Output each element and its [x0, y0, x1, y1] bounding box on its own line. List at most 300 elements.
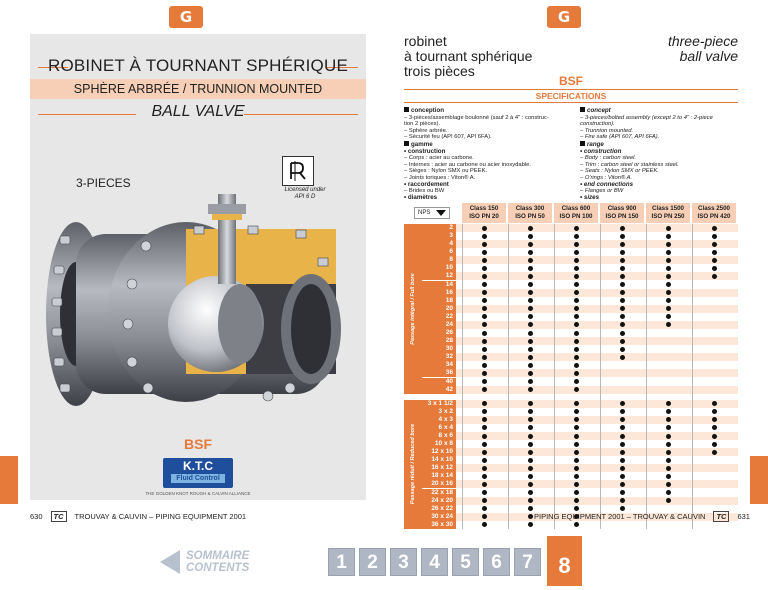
iso-rating: ISO PN 50: [515, 212, 545, 220]
availability-dot: [666, 442, 671, 447]
size-cell: 6: [422, 248, 456, 256]
spec-line: – Trunnion mounted.: [580, 127, 634, 134]
spec-line: – Brides ou BW: [404, 188, 445, 195]
size-cell: 20 x 16: [422, 480, 456, 488]
availability-dot: [666, 290, 671, 295]
column-divider: [692, 224, 693, 529]
availability-dot: [666, 474, 671, 479]
availability-dot: [666, 458, 671, 463]
spec-line: – Internes : acier au carbone ou acier inoxydable.: [404, 161, 531, 168]
size-cell: 22 x 18: [422, 489, 456, 497]
spec-line: – Sièges : Nylon SMX ou PEEK.: [404, 168, 488, 175]
class-name: Class 150: [469, 205, 499, 212]
availability-dot: [528, 474, 533, 479]
availability-dot: [574, 371, 579, 376]
spec-line: – Fire safe (API 607, API 6FA).: [580, 134, 660, 141]
availability-dot: [482, 363, 487, 368]
section-tab-letter: G: [557, 8, 571, 26]
chapter-button-8[interactable]: 8: [547, 536, 582, 586]
availability-dot: [528, 401, 533, 406]
availability-dot: [574, 387, 579, 392]
tc-logo-icon: TC: [51, 511, 67, 522]
availability-dot: [574, 466, 579, 471]
size-cell: 16 x 12: [422, 464, 456, 472]
size-cell: 12 x 10: [422, 448, 456, 456]
spec-line: – Trim : carbon steel or stainless steel.: [580, 161, 679, 168]
availability-dot: [666, 450, 671, 455]
api-caption-line2: API 6 D: [294, 194, 316, 200]
group-label: [404, 400, 422, 529]
size-cell: 10: [422, 264, 456, 272]
title-fr-line: robinet: [404, 33, 447, 49]
spec-column-fr: [404, 107, 564, 201]
page-number-right: 631: [737, 512, 750, 521]
availability-dot: [574, 298, 579, 303]
availability-dot: [574, 306, 579, 311]
availability-dot: [620, 442, 625, 447]
size-cell: 20: [422, 305, 456, 313]
spec-line: – Sphère arbrée.: [404, 127, 448, 134]
spec-subheading: • construction: [580, 147, 622, 155]
availability-dot: [620, 274, 625, 279]
availability-dot: [712, 442, 717, 447]
contents-link[interactable]: [186, 550, 249, 574]
availability-dot: [528, 379, 533, 384]
spec-line: – Joints toriques : Viton® A.: [404, 174, 476, 181]
pieces-label: 3-PIECES: [76, 176, 131, 190]
availability-dot: [712, 274, 717, 279]
nps-label: NPS: [418, 210, 431, 216]
availability-dot: [482, 434, 487, 439]
class-name: Class 900: [607, 205, 637, 212]
availability-dot: [574, 482, 579, 487]
size-cell: 36: [422, 369, 456, 377]
availability-dot: [482, 458, 487, 463]
availability-dot: [482, 450, 487, 455]
title-en-line: three-piece: [667, 33, 738, 49]
product-code-right: BSF: [559, 74, 583, 88]
availability-dot: [528, 339, 533, 344]
square-bullet-icon: [580, 107, 585, 112]
availability-dot: [482, 387, 487, 392]
availability-dot: [620, 250, 625, 255]
sommaire-label: SOMMAIRE: [186, 550, 250, 562]
availability-dot: [574, 522, 579, 527]
size-cell: 3 x 2: [422, 408, 456, 416]
spec-line: – 3-pieces/bolted assembly (except 2 to 4" : 2-piece: [580, 114, 713, 121]
iso-rating: ISO PN 420: [697, 212, 731, 220]
availability-dot: [528, 242, 533, 247]
size-cell: 3: [422, 232, 456, 240]
page-title-en: BALL VALVE: [151, 103, 245, 120]
section-tab-left[interactable]: [169, 6, 203, 28]
product-code: BSF: [184, 436, 212, 452]
availability-dot: [482, 306, 487, 311]
group-label: [404, 224, 422, 394]
size-cell: 40: [422, 378, 456, 386]
spec-column-en: [580, 107, 740, 201]
availability-dot: [574, 282, 579, 287]
availability-dot: [528, 258, 533, 263]
availability-dot: [620, 298, 625, 303]
availability-dot: [666, 266, 671, 271]
availability-dot: [574, 234, 579, 239]
spec-subheading: • end connections: [580, 180, 634, 188]
availability-dot: [666, 274, 671, 279]
availability-dot: [712, 417, 717, 422]
availability-dot: [482, 409, 487, 414]
availability-dot: [712, 425, 717, 430]
availability-dot: [528, 282, 533, 287]
availability-dot: [574, 266, 579, 271]
footer-left: [30, 511, 246, 522]
column-divider: [646, 224, 647, 529]
availability-dot: [620, 482, 625, 487]
chapter-button-2[interactable]: 2: [359, 548, 386, 576]
availability-dot: [620, 234, 625, 239]
size-cell: 34: [422, 361, 456, 369]
size-cell: 8: [422, 256, 456, 264]
availability-dot: [574, 409, 579, 414]
availability-dot: [482, 298, 487, 303]
subtitle-band: SPHÈRE ARBRÉE / TRUNNION MOUNTED: [30, 79, 366, 99]
navigation-bar: [160, 536, 610, 586]
availability-dot: [482, 355, 487, 360]
availability-dot: [620, 474, 625, 479]
size-cell: 26 x 22: [422, 505, 456, 513]
section-tab-right[interactable]: [547, 6, 581, 28]
iso-rating: ISO PN 150: [605, 212, 639, 220]
ktc-brand: K.T.C: [183, 459, 213, 473]
availability-dot: [482, 226, 487, 231]
availability-dot: [666, 498, 671, 503]
back-arrow-icon[interactable]: [160, 550, 180, 574]
availability-dot: [620, 425, 625, 430]
availability-dot: [620, 458, 625, 463]
availability-dot: [482, 339, 487, 344]
square-bullet-icon: [404, 141, 409, 146]
availability-dot: [574, 458, 579, 463]
availability-dot: [620, 339, 625, 344]
class-header: [646, 203, 690, 223]
availability-dot: [528, 482, 533, 487]
availability-dot: [666, 250, 671, 255]
contents-label: CONTENTS: [186, 562, 250, 574]
size-cell: 4 x 3: [422, 416, 456, 424]
chapter-button-6[interactable]: 6: [483, 548, 510, 576]
availability-dot: [574, 425, 579, 430]
class-name: Class 2500: [698, 205, 730, 212]
availability-dot: [666, 234, 671, 239]
iso-rating: ISO PN 20: [469, 212, 499, 220]
size-cell: 14: [422, 281, 456, 289]
size-cell: 16: [422, 289, 456, 297]
spec-heading: [580, 107, 740, 115]
availability-dot: [528, 506, 533, 511]
availability-dot: [666, 306, 671, 311]
spec-subheading: • raccordement: [404, 180, 449, 188]
size-cell: 3 x 1 1/2: [422, 400, 456, 408]
spec-line: tion 2 pièces).: [404, 121, 441, 128]
spec-line: – O'rings : Viton® A.: [580, 174, 633, 181]
availability-dot: [666, 226, 671, 231]
availability-dot: [528, 347, 533, 352]
footer-text-right: PIPING EQUIPMENT 2001 – TROUVAY & CAUVIN: [534, 512, 706, 521]
spec-line: – Flanges or BW: [580, 188, 624, 195]
class-header: [600, 203, 644, 223]
availability-dot: [574, 474, 579, 479]
availability-dot: [712, 434, 717, 439]
availability-dot: [620, 314, 625, 319]
availability-dot: [666, 258, 671, 263]
column-divider: [462, 224, 463, 529]
size-cell: 4: [422, 240, 456, 248]
availability-dot: [574, 490, 579, 495]
availability-dot: [482, 242, 487, 247]
availability-dot: [712, 234, 717, 239]
availability-dot: [666, 482, 671, 487]
availability-dot: [666, 417, 671, 422]
specifications-heading: SPECIFICATIONS: [404, 89, 738, 103]
availability-dot: [528, 417, 533, 422]
availability-dot: [620, 331, 625, 336]
availability-dot: [574, 355, 579, 360]
nps-selector[interactable]: [414, 207, 450, 219]
footer-right: [534, 511, 750, 522]
availability-dot: [712, 401, 717, 406]
availability-dot: [620, 242, 625, 247]
availability-dot: [482, 274, 487, 279]
availability-dot: [574, 258, 579, 263]
availability-dot: [528, 234, 533, 239]
size-cell: 30: [422, 345, 456, 353]
spec-line: – Seats : Nylon SMX or PEEK.: [580, 168, 659, 175]
spec-line: – Corps : acier au carbone.: [404, 155, 474, 162]
title-fr-line: à tournant sphérique: [404, 48, 533, 64]
availability-dot: [620, 290, 625, 295]
spec-subheading: • diamètres: [404, 193, 438, 201]
tc-logo-icon: TC: [713, 511, 729, 522]
availability-dot: [574, 442, 579, 447]
availability-dot: [574, 363, 579, 368]
availability-dot: [528, 387, 533, 392]
availability-dot: [574, 290, 579, 295]
class-name: Class 1500: [652, 205, 684, 212]
class-name: Class 300: [515, 205, 545, 212]
chapter-button-4[interactable]: 4: [421, 548, 448, 576]
availability-dot: [666, 409, 671, 414]
availability-dot: [666, 490, 671, 495]
class-header: [462, 203, 506, 223]
availability-dot: [528, 250, 533, 255]
availability-dot: [528, 363, 533, 368]
chapter-button-5[interactable]: 5: [452, 548, 479, 576]
page-title-fr: ROBINET À TOURNANT SPHÉRIQUE: [47, 56, 348, 75]
availability-dot: [528, 314, 533, 319]
iso-rating: ISO PN 100: [559, 212, 593, 220]
side-tab-left: [0, 456, 18, 504]
column-divider: [554, 224, 555, 529]
availability-dot: [574, 314, 579, 319]
group-label-text: Passage réduit / Reduced bore: [410, 424, 417, 505]
availability-dot: [620, 282, 625, 287]
availability-dot: [574, 250, 579, 255]
availability-dot: [528, 450, 533, 455]
availability-dot: [666, 434, 671, 439]
size-cell: 2: [422, 224, 456, 232]
availability-dot: [666, 242, 671, 247]
availability-dot: [620, 466, 625, 471]
availability-dot: [574, 417, 579, 422]
availability-dot: [620, 490, 625, 495]
class-name: Class 600: [561, 205, 591, 212]
availability-dot: [528, 371, 533, 376]
availability-dot: [482, 347, 487, 352]
size-cell: 14 x 10: [422, 456, 456, 464]
chapter-button-7[interactable]: 7: [514, 548, 541, 576]
availability-dot: [620, 417, 625, 422]
availability-dot: [666, 401, 671, 406]
availability-dot: [482, 417, 487, 422]
availability-dot: [666, 282, 671, 287]
title-fr: [404, 34, 532, 79]
ball-valve-illustration: [36, 174, 356, 414]
availability-dot: [712, 258, 717, 263]
spec-heading: [404, 107, 564, 115]
availability-dot: [620, 498, 625, 503]
availability-dot: [528, 498, 533, 503]
group-label-text: Passage intégral / Full bore: [410, 273, 416, 345]
availability-dot: [528, 434, 533, 439]
availability-dot: [574, 242, 579, 247]
availability-dot: [574, 339, 579, 344]
availability-dot: [712, 266, 717, 271]
availability-dot: [620, 434, 625, 439]
availability-dot: [482, 250, 487, 255]
availability-dot: [528, 355, 533, 360]
availability-dot: [482, 379, 487, 384]
availability-dot: [712, 450, 717, 455]
availability-dot: [482, 442, 487, 447]
size-cell: 30 x 24: [422, 513, 456, 521]
availability-dot: [528, 490, 533, 495]
availability-dot: [528, 306, 533, 311]
availability-dot: [528, 425, 533, 430]
availability-dot: [620, 401, 625, 406]
availability-dot: [574, 347, 579, 352]
availability-dot: [666, 466, 671, 471]
section-tab-letter: G: [179, 8, 193, 26]
availability-dot: [482, 371, 487, 376]
availability-dot: [482, 290, 487, 295]
ktc-logo: [163, 458, 233, 488]
availability-dot: [620, 306, 625, 311]
title-fr-line: trois pièces: [404, 63, 475, 79]
availability-dot: [482, 490, 487, 495]
availability-dot: [482, 506, 487, 511]
availability-dot: [482, 258, 487, 263]
caret-down-icon: [436, 210, 446, 216]
availability-dot: [666, 314, 671, 319]
table-header: [404, 203, 738, 223]
availability-dot: [620, 450, 625, 455]
availability-dot: [482, 331, 487, 336]
spec-subheading: • construction: [404, 147, 446, 155]
size-cell: 18: [422, 297, 456, 305]
iso-rating: ISO PN 250: [651, 212, 685, 220]
class-header: [554, 203, 598, 223]
availability-dot: [620, 347, 625, 352]
size-cell: 12: [422, 272, 456, 280]
availability-dot: [482, 514, 487, 519]
availability-dot: [666, 425, 671, 430]
spec-line: construction).: [580, 121, 615, 128]
size-cell: 36 x 30: [422, 521, 456, 529]
availability-dot: [482, 522, 487, 527]
availability-dot: [528, 458, 533, 463]
availability-dot: [528, 442, 533, 447]
availability-dot: [528, 290, 533, 295]
availability-dot: [574, 331, 579, 336]
size-cell: 26: [422, 329, 456, 337]
availability-dot: [620, 355, 625, 360]
availability-dot: [712, 409, 717, 414]
availability-dot: [574, 498, 579, 503]
availability-dot: [482, 498, 487, 503]
availability-dot: [482, 466, 487, 471]
column-divider: [508, 224, 509, 529]
availability-dot: [574, 226, 579, 231]
availability-dot: [712, 226, 717, 231]
api-caption-line1: Licensed under: [284, 187, 326, 193]
spec-line: – 3-pièces/assemblage boulonné (sauf 2 à 4" : construc-: [404, 114, 549, 121]
size-cell: 28: [422, 337, 456, 345]
square-bullet-icon: [580, 141, 585, 146]
size-cell: 10 x 8: [422, 440, 456, 448]
availability-dot: [528, 298, 533, 303]
availability-dot: [620, 258, 625, 263]
spec-line: – Body : carbon steel.: [580, 155, 637, 162]
spec-heading-text: conception: [411, 107, 445, 114]
chapter-button-1[interactable]: 1: [328, 548, 355, 576]
chapter-button-3[interactable]: 3: [390, 548, 417, 576]
title-en: [668, 34, 738, 64]
spec-heading-text: concept: [587, 107, 611, 114]
availability-dot: [528, 409, 533, 414]
availability-dot: [528, 522, 533, 527]
availability-dot: [482, 401, 487, 406]
spec-heading-text: range: [587, 140, 604, 148]
left-page: [30, 34, 366, 500]
size-cell: 42: [422, 386, 456, 394]
size-cell: 8 x 6: [422, 432, 456, 440]
class-header: [508, 203, 552, 223]
availability-dot: [482, 474, 487, 479]
size-cell: 18 x 14: [422, 472, 456, 480]
availability-dot: [712, 250, 717, 255]
size-cell: 32: [422, 353, 456, 361]
page-number-left: 630: [30, 512, 43, 521]
availability-dot: [620, 409, 625, 414]
title-en-line: ball valve: [679, 48, 738, 64]
size-cell: 24 x 20: [422, 497, 456, 505]
availability-dot: [528, 466, 533, 471]
availability-dot: [528, 274, 533, 279]
availability-dot: [528, 514, 533, 519]
availability-dot: [666, 298, 671, 303]
availability-dot: [528, 226, 533, 231]
footer-text-left: TROUVAY & CAUVIN – PIPING EQUIPMENT 2001: [74, 512, 247, 521]
